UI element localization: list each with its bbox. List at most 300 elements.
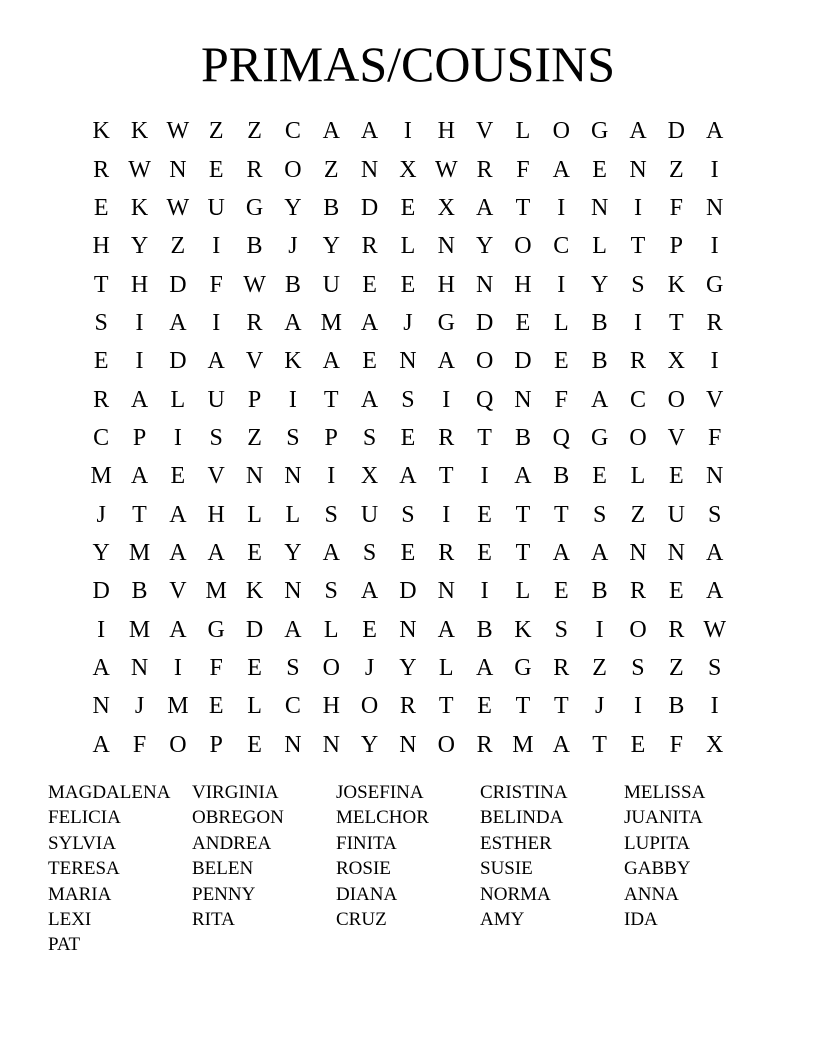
grid-cell: T [553,501,569,528]
grid-cell: S [631,654,645,681]
grid-cell: E [400,539,416,566]
grid-cell: E [400,271,416,298]
grid-cell: E [668,463,684,490]
grid-cell: T [592,731,607,758]
grid-cell: E [362,271,377,298]
grid-cell: I [173,654,182,681]
grid-cell: I [633,693,642,720]
grid-cell: E [170,463,186,490]
grid-cell: H [207,501,225,528]
grid-cell: L [553,309,569,336]
word-list-item: MELCHOR [336,807,429,829]
grid-cell: G [590,118,609,145]
grid-cell: A [514,463,532,490]
grid-cell: I [212,233,221,260]
grid-cell: H [437,271,455,298]
grid-cell: R [93,386,110,413]
grid-cell: C [553,233,570,260]
grid-cell: I [97,616,106,643]
grid-cell: D [399,578,417,605]
grid-cell: Z [630,501,646,528]
grid-cell: R [438,539,455,566]
grid-cell: E [247,654,262,681]
word-list-item: AMY [480,908,525,930]
grid-cell: A [322,348,340,375]
grid-cell: I [173,424,182,451]
grid-cell: G [706,271,724,298]
grid-cell: X [706,731,724,758]
grid-cell: N [284,731,302,758]
grid-cell: B [323,194,340,221]
grid-cell: D [475,309,494,336]
grid-cell: E [477,539,492,566]
grid-cell: W [128,156,151,183]
grid-cell: Q [552,424,570,451]
grid-cell: E [362,348,377,375]
grid-cell: N [437,233,455,260]
grid-cell: W [703,616,726,643]
grid-cell: T [515,501,531,528]
grid-cell: B [668,693,685,720]
grid-cell: R [399,693,416,720]
grid-cell: K [514,616,532,643]
grid-cell: J [403,309,413,336]
grid-cell: X [667,348,685,375]
grid-cell: A [92,654,110,681]
grid-cell: M [320,309,342,336]
grid-cell: M [205,578,227,605]
grid-cell: V [207,463,225,490]
grid-cell: B [591,578,608,605]
grid-cell: J [594,693,605,720]
grid-cell: U [360,501,379,528]
grid-cell: U [207,386,225,413]
grid-cell: F [669,731,683,758]
grid-cell: I [710,693,719,720]
word-list-item: ESTHER [480,832,552,854]
grid-cell: V [169,578,187,605]
grid-cell: Y [590,271,609,298]
grid-cell: N [322,731,340,758]
grid-cell: R [629,578,646,605]
word-list-item: JUANITA [624,807,703,829]
grid-cell: R [246,309,263,336]
grid-cell: N [629,539,647,566]
grid-cell: R [438,424,455,451]
grid-cell: R [93,156,110,183]
grid-cell: B [553,463,570,490]
grid-cell: I [633,309,642,336]
grid-cell: Z [668,654,684,681]
word-list-item: SYLVIA [48,832,116,854]
grid-cell: L [323,616,339,643]
grid-cell: N [706,463,724,490]
word-list-item: FINITA [336,832,397,854]
grid-cell: O [169,731,187,758]
grid-cell: A [629,118,647,145]
grid-cell: A [706,578,724,605]
grid-cell: E [93,194,109,221]
grid-cell: I [480,578,489,605]
grid-cell: I [288,386,297,413]
grid-cell: I [135,348,144,375]
grid-cell: Y [399,654,417,681]
grid-cell: Q [475,386,494,413]
grid-cell: A [130,386,149,413]
grid-cell: S [707,654,722,681]
grid-cell: T [93,271,109,298]
grid-cell: I [557,194,566,221]
grid-cell: F [707,424,722,451]
grid-cell: B [284,271,301,298]
grid-cell: D [667,118,685,145]
grid-cell: T [668,309,684,336]
grid-cell: H [130,271,149,298]
word-list-item: CRUZ [336,908,387,930]
word-list-item: NORMA [480,883,551,905]
grid-cell: I [480,463,489,490]
grid-cell: N [284,463,302,490]
grid-cell: E [592,463,607,490]
word-list-item: DIANA [336,883,398,905]
grid-cell: J [134,693,145,720]
grid-cell: M [512,731,534,758]
grid-cell: E [668,578,684,605]
grid-cell: T [323,386,339,413]
grid-cell: L [285,501,301,528]
grid-cell: S [324,501,338,528]
word-list-item: ROSIE [336,858,391,880]
grid-cell: F [516,156,530,183]
grid-cell: K [667,271,685,298]
word-list-item: MARIA [48,883,112,905]
word-list-item: JOSEFINA [336,782,424,803]
grid-cell: O [629,424,647,451]
grid-cell: B [246,233,263,260]
grid-cell: N [399,616,417,643]
grid-cell: I [710,233,719,260]
word-list-item: ANNA [624,883,679,905]
grid-cell: O [360,693,379,720]
grid-cell: L [630,463,646,490]
grid-cell: L [438,654,454,681]
grid-cell: E [93,348,109,375]
grid-cell: E [477,693,492,720]
word-list-item: SUSIE [480,858,533,880]
grid-cell: R [706,309,723,336]
grid-cell: S [286,654,300,681]
grid-cell: I [442,501,451,528]
puzzle-title: PRIMAS/COUSINS [200,36,615,92]
grid-cell: X [437,194,455,221]
word-list-item: FELICIA [48,807,121,829]
grid-cell: H [514,271,532,298]
grid-cell: G [245,194,264,221]
grid-cell: B [514,424,531,451]
grid-cell: T [477,424,492,451]
grid-cell: E [362,616,377,643]
grid-cell: Z [170,233,186,260]
grid-cell: Y [475,233,494,260]
grid-cell: I [557,271,566,298]
grid-cell: O [667,386,685,413]
grid-cell: A [552,539,570,566]
grid-cell: R [629,348,646,375]
word-list-item: PAT [48,934,81,956]
grid-cell: S [362,539,377,566]
grid-cell: T [438,693,454,720]
grid-cell: A [360,578,379,605]
grid-cell: A [284,309,302,336]
grid-cell: I [633,194,642,221]
grid-cell: A [475,194,494,221]
grid-cell: V [667,424,685,451]
grid-cell: E [400,424,416,451]
grid-cell: R [361,233,378,260]
grid-cell: D [360,194,379,221]
grid-cell: Y [284,194,302,221]
word-list-item: IDA [624,908,658,930]
grid-cell: M [90,463,112,490]
grid-cell: F [554,386,568,413]
grid-cell: N [399,348,417,375]
grid-cell: U [207,194,225,221]
grid-cell: A [475,654,494,681]
grid-cell: N [130,654,149,681]
grid-cell: N [437,578,455,605]
grid-cell: E [477,501,492,528]
grid-cell: V [475,118,494,145]
grid-cell: R [668,616,685,643]
grid-cell: L [515,118,531,145]
grid-cell: V [245,348,264,375]
grid-cell: I [403,118,412,145]
grid-cell: D [92,578,110,605]
grid-cell: Y [284,539,302,566]
grid-cell: Y [360,731,379,758]
grid-cell: N [245,463,264,490]
grid-cell: W [166,194,190,221]
grid-cell: G [207,616,225,643]
grid-cell: C [629,386,646,413]
grid-cell: D [169,271,187,298]
grid-cell: I [442,386,451,413]
grid-cell: S [401,501,415,528]
grid-cell: E [515,309,531,336]
grid-cell: S [401,386,415,413]
grid-cell: H [322,693,340,720]
grid-cell: N [475,271,494,298]
grid-cell: T [553,693,569,720]
grid-cell: I [212,309,221,336]
grid-cell: C [284,118,301,145]
grid-cell: A [169,616,187,643]
grid-cell: A [322,539,340,566]
grid-cell: Z [592,654,607,681]
grid-cell: Y [322,233,340,260]
grid-cell: L [592,233,607,260]
grid-cell: M [128,616,151,643]
grid-cell: S [707,501,722,528]
grid-cell: V [706,386,724,413]
grid-cell: E [208,693,224,720]
grid-cell: B [131,578,148,605]
grid-cell: A [169,539,187,566]
letter-grid [82,112,734,764]
grid-cell: Y [92,539,110,566]
grid-cell: R [553,654,570,681]
word-list-item: MELISSA [624,782,706,803]
grid-cell: M [128,539,151,566]
grid-cell: S [554,616,568,643]
grid-cell: Y [130,233,149,260]
word-list-item: ANDREA [192,832,272,854]
grid-cell: E [630,731,646,758]
grid-cell: X [399,156,417,183]
grid-cell: W [166,118,190,145]
grid-cell: A [706,539,724,566]
grid-cell: C [284,693,301,720]
word-list-item: RITA [192,908,235,930]
grid-cell: L [400,233,416,260]
word-list-item: OBREGON [192,807,284,829]
grid-cell: U [322,271,340,298]
grid-cell: D [514,348,532,375]
word-list-item: LUPITA [624,832,691,854]
word-list-item: CRISTINA [480,782,568,803]
grid-cell: A [360,386,379,413]
grid-cell: A [360,118,379,145]
grid-cell: O [322,654,340,681]
grid-cell: A [399,463,417,490]
grid-cell: T [132,501,147,528]
grid-cell: P [324,424,338,451]
grid-cell: A [207,539,225,566]
grid-cell: N [92,693,110,720]
grid-cell: N [706,194,724,221]
grid-cell: A [590,386,609,413]
grid-cell: A [169,501,187,528]
grid-cell: K [284,348,302,375]
grid-cell: K [245,578,264,605]
grid-cell: G [437,309,455,336]
grid-cell: T [515,194,531,221]
grid-cell: N [514,386,532,413]
grid-cell: R [476,156,493,183]
grid-cell: A [437,616,455,643]
grid-cell: J [364,654,375,681]
grid-cell: A [552,731,570,758]
grid-cell: N [169,156,187,183]
grid-cell: B [591,309,608,336]
grid-cell: O [437,731,455,758]
grid-cell: G [590,424,609,451]
grid-cell: X [360,463,379,490]
grid-cell: T [630,233,646,260]
grid-cell: S [592,501,607,528]
grid-cell: E [553,348,569,375]
grid-cell: D [169,348,187,375]
grid-cell: P [247,386,262,413]
grid-cell: O [629,616,647,643]
grid-cell: F [209,654,223,681]
grid-cell: N [399,731,417,758]
grid-cell: O [284,156,302,183]
grid-cell: K [130,118,149,145]
grid-cell: T [515,539,531,566]
grid-cell: I [135,309,144,336]
grid-cell: A [284,616,302,643]
grid-cell: P [669,233,683,260]
grid-cell: K [130,194,149,221]
grid-cell: S [209,424,223,451]
grid-cell: F [669,194,683,221]
word-list-item: PENNY [192,883,256,905]
grid-cell: A [130,463,149,490]
grid-cell: J [288,233,298,260]
word-list-item: BELEN [192,858,254,880]
grid-cell: F [132,731,147,758]
word-list-item: GABBY [624,858,691,880]
grid-cell: N [667,539,685,566]
grid-cell: Z [247,424,262,451]
grid-cell: Z [323,156,339,183]
grid-cell: Z [668,156,684,183]
grid-cell: N [590,194,609,221]
grid-cell: B [476,616,493,643]
grid-cell: P [132,424,147,451]
grid-cell: T [515,693,531,720]
word-list-item: MAGDALENA [48,782,171,803]
word-list-item: TERESA [48,858,120,880]
grid-cell: L [247,501,262,528]
grid-cell: U [667,501,685,528]
grid-cell: B [591,348,608,375]
grid-cell: O [475,348,494,375]
grid-cell: A [437,348,455,375]
grid-cell: A [322,118,340,145]
grid-cell: K [92,118,110,145]
grid-cell: S [362,424,377,451]
grid-cell: E [247,539,262,566]
grid-cell: E [553,578,569,605]
grid-cell: A [169,309,187,336]
grid-cell: I [710,156,719,183]
grid-cell: N [284,578,302,605]
grid-cell: L [515,578,531,605]
grid-cell: O [552,118,570,145]
grid-cell: D [245,616,264,643]
grid-cell: S [324,578,338,605]
grid-cell: Z [208,118,224,145]
grid-cell: E [400,194,416,221]
grid-cell: L [247,693,262,720]
grid-cell: I [710,348,719,375]
grid-cell: A [590,539,609,566]
grid-cell: R [246,156,263,183]
grid-cell: P [209,731,223,758]
word-list-item: BELINDA [480,807,564,829]
grid-cell: E [208,156,224,183]
word-list-item: VIRGINIA [192,782,279,803]
grid-cell: S [631,271,645,298]
grid-cell: A [92,731,110,758]
grid-cell: W [243,271,266,298]
grid-cell: I [327,463,336,490]
grid-cell: M [167,693,189,720]
grid-cell: L [170,386,186,413]
grid-cell: Z [247,118,262,145]
